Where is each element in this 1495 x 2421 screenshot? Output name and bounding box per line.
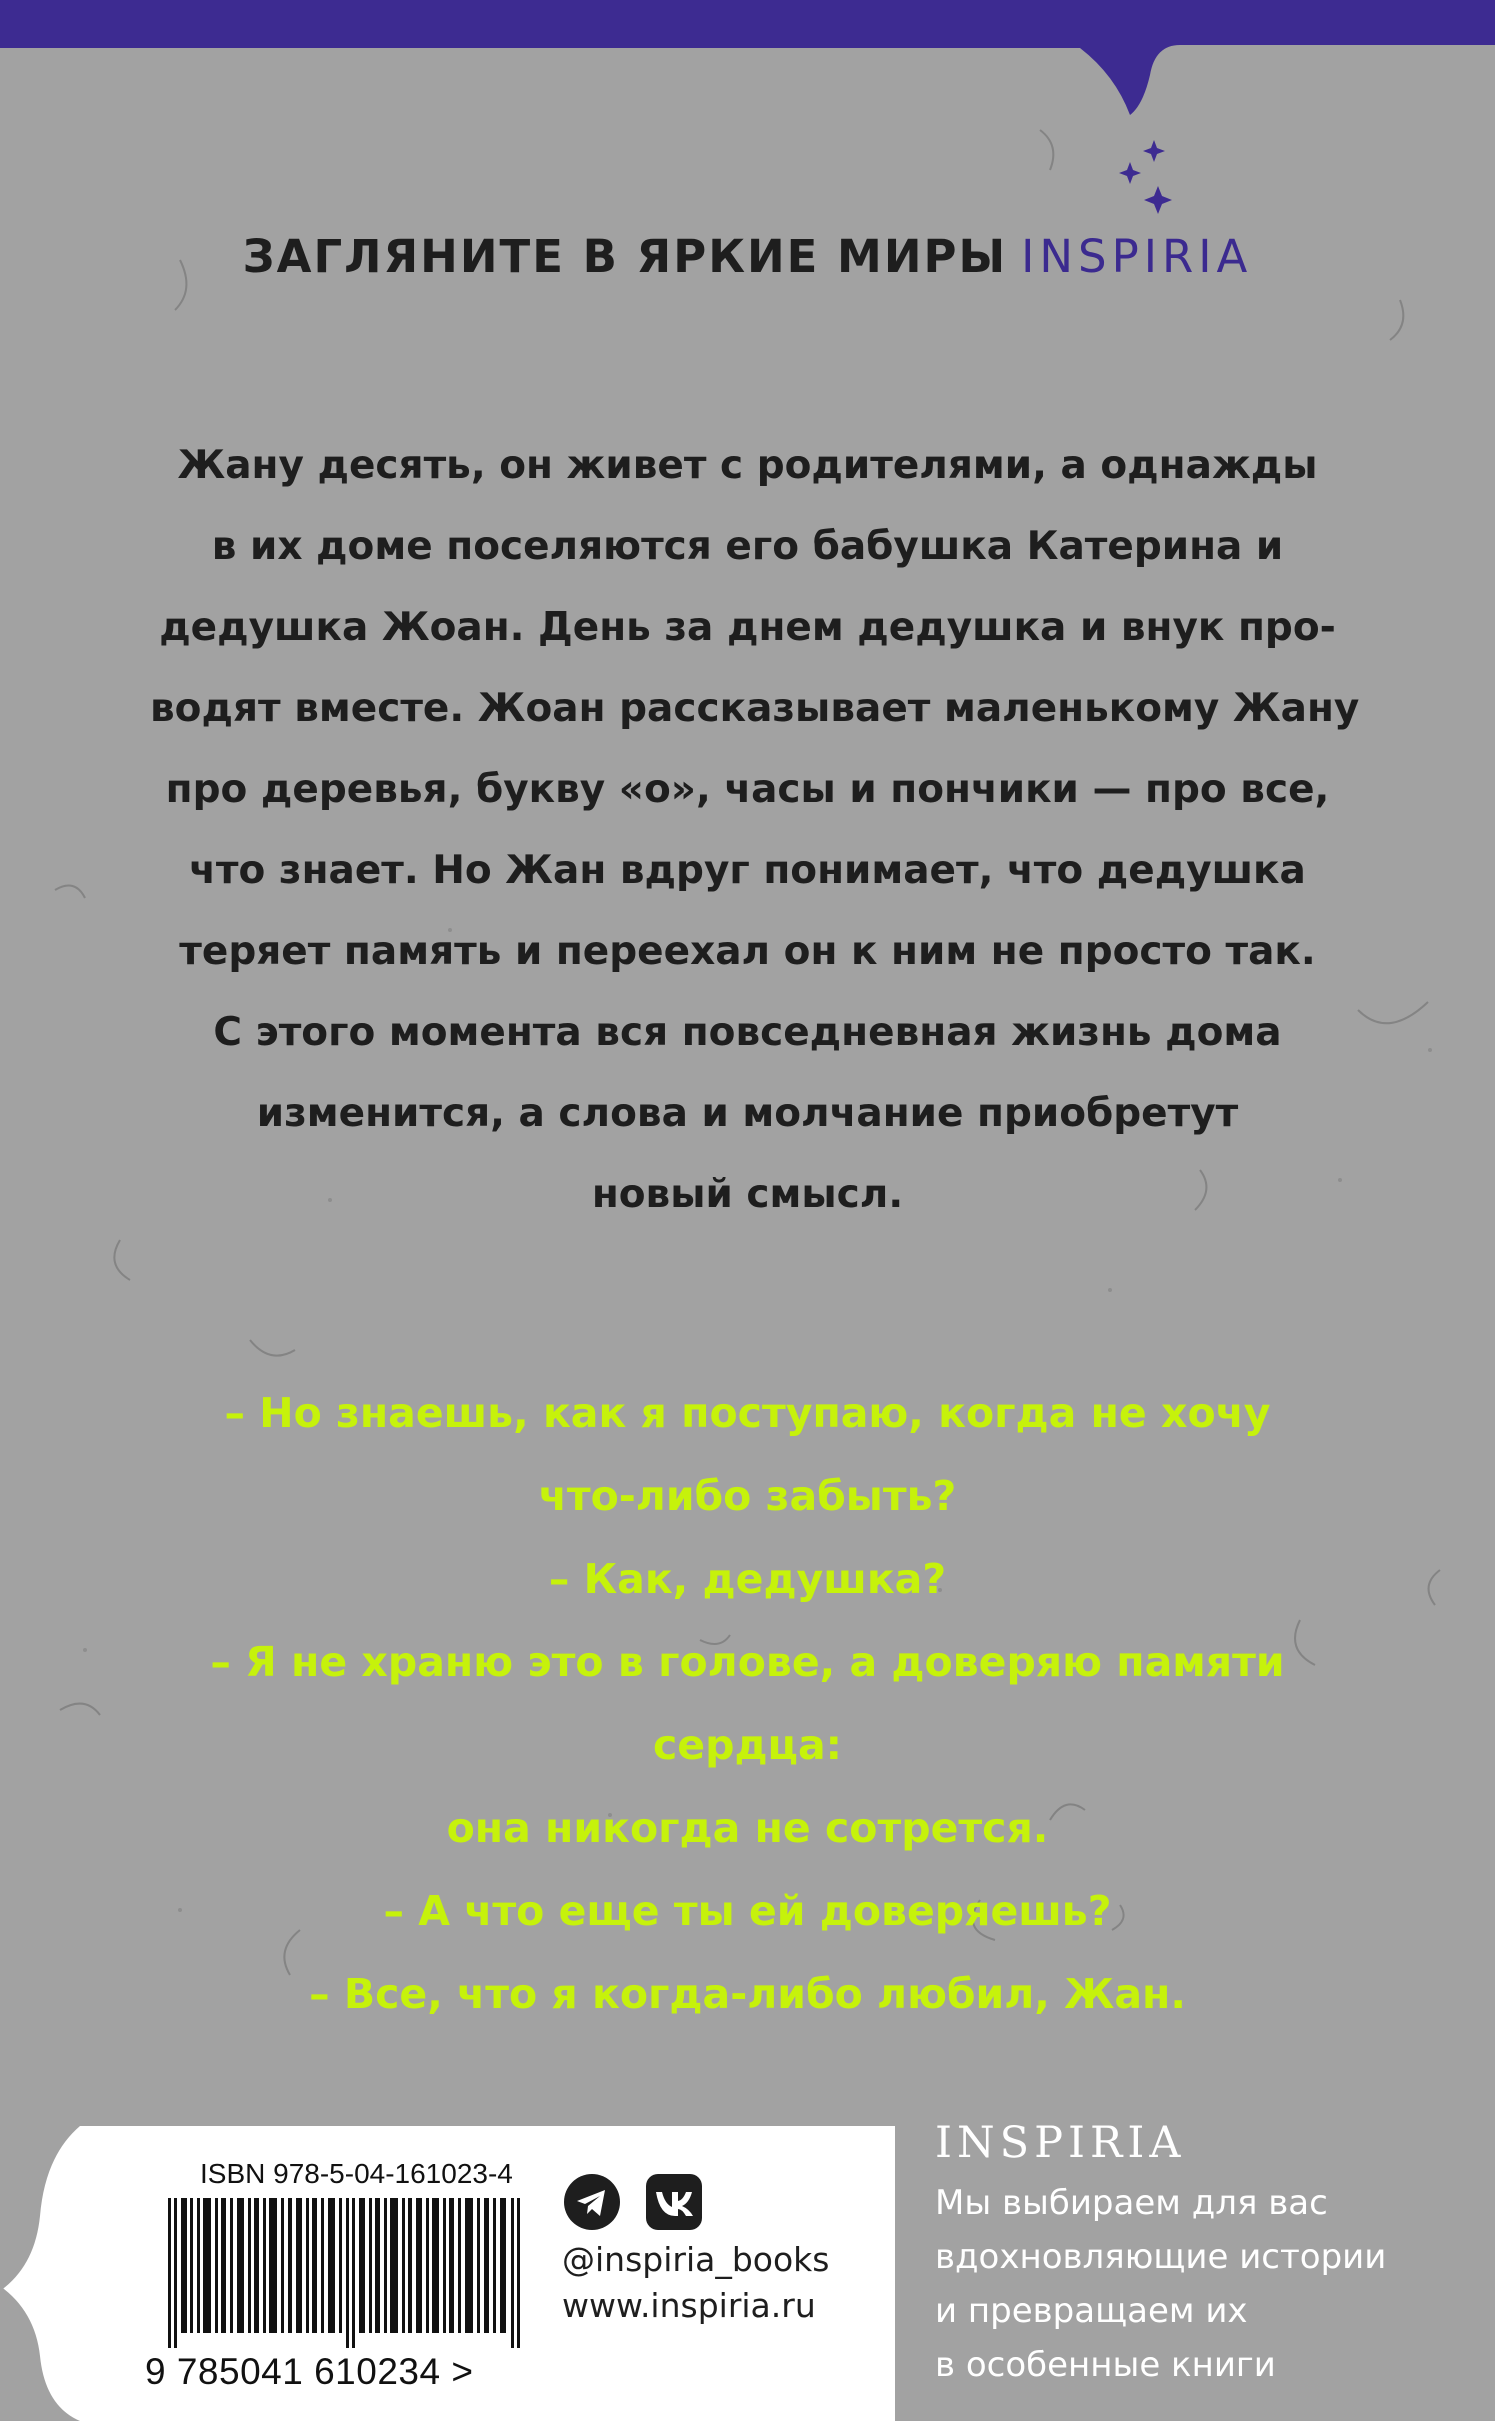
- vk-icon[interactable]: [646, 2174, 702, 2230]
- headline: [0, 230, 1495, 283]
- synopsis-line: водят вместе. Жоан рассказывает маленькому Жану: [150, 686, 1360, 731]
- tagline-line: вдохновляющие истории: [935, 2237, 1387, 2277]
- synopsis-line: С этого момента вся повседневная жизнь дома: [213, 1010, 1282, 1055]
- tagline-line: и превращаем их: [935, 2291, 1248, 2331]
- top-band: [0, 0, 1495, 120]
- synopsis-line: новый смысл.: [591, 1172, 904, 1217]
- synopsis-line: что знает. Но Жан вдруг понимает, что дедушка: [189, 848, 1306, 893]
- isbn-label: ISBN 978-5-04-161023-4: [200, 2158, 513, 2189]
- quote-line: – А что еще ты ей доверяешь?: [383, 1887, 1112, 1935]
- quote-line: – Все, что я когда-либо любил, Жан.: [309, 1970, 1186, 2018]
- tagline-line: в особенные книги: [935, 2345, 1276, 2385]
- quote-line: сердца:: [652, 1721, 843, 1769]
- social-handle[interactable]: @inspiria_books: [562, 2240, 830, 2279]
- barcode-digits: 9 785041 610234 >: [145, 2351, 474, 2392]
- headline-brand: INSPIRIA: [1021, 230, 1253, 283]
- website-link[interactable]: www.inspiria.ru: [562, 2286, 816, 2325]
- synopsis: [150, 425, 1360, 1235]
- synopsis-line: про деревья, букву «о», часы и пончики — про все,: [165, 767, 1330, 812]
- quote-line: она никогда не сотрется.: [446, 1804, 1049, 1852]
- barcode-icon: [168, 2198, 530, 2348]
- headline-text: ЗАГЛЯНИТЕ В ЯРКИЕ МИРЫ: [242, 230, 1008, 283]
- barcode-panel-notch: [0, 2126, 80, 2421]
- synopsis-line: дедушка Жоан. День за днем дедушка и внук про-: [159, 605, 1336, 650]
- synopsis-line: теряет память и переехал он к ним не просто так.: [179, 929, 1316, 974]
- telegram-icon[interactable]: [564, 2174, 620, 2230]
- synopsis-line: Жану десять, он живет с родителями, а однажды: [177, 443, 1318, 488]
- quote-line: – Но знаешь, как я поступаю, когда не хочу: [224, 1389, 1271, 1437]
- quote-line: – Я не храню это в голове, а доверяю памяти: [210, 1638, 1285, 1686]
- quote-line: что-либо забыть?: [538, 1472, 957, 1520]
- sparkles-icon: [1118, 140, 1178, 220]
- synopsis-line: изменится, а слова и молчание приобретут: [256, 1091, 1239, 1136]
- quote: [150, 1372, 1345, 2036]
- publisher-name: INSPIRIA: [935, 2118, 1186, 2168]
- quote-line: – Как, дедушка?: [548, 1555, 947, 1603]
- synopsis-line: в их доме поселяются его бабушка Катерина и: [211, 524, 1284, 569]
- publisher-tagline: [935, 2176, 1475, 2392]
- tagline-line: Мы выбираем для вас: [935, 2183, 1328, 2223]
- social-icons: [562, 2172, 722, 2232]
